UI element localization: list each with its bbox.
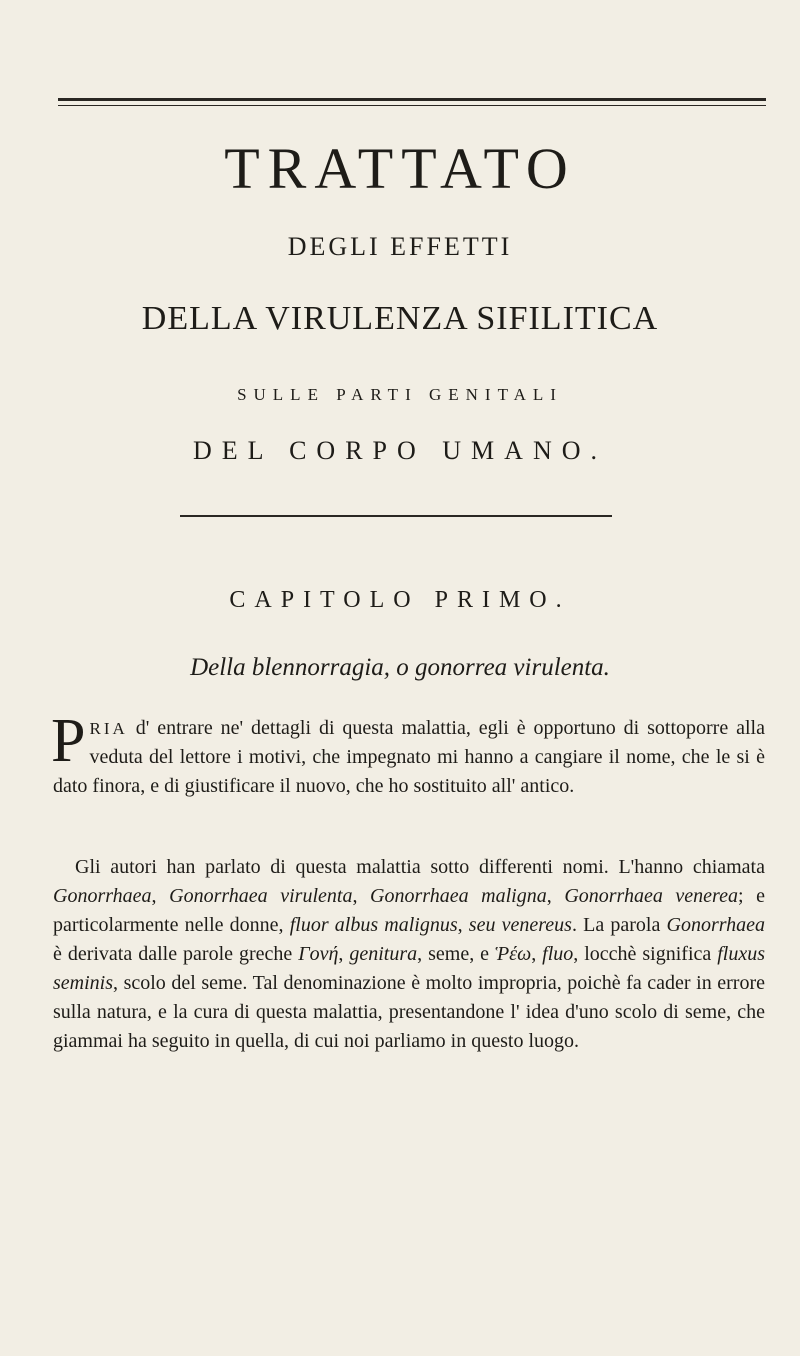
p2-latin-term: fluxus seminis <box>53 943 765 994</box>
p2-latin-term: seu venereus <box>468 914 572 936</box>
p2-text: , <box>352 885 371 907</box>
page-title: TRATTATO <box>224 136 576 201</box>
p2-text: , <box>338 943 350 965</box>
p2-greek-term: Γονή <box>298 943 339 965</box>
p2-text: , <box>151 885 170 907</box>
p2-greek-term: Ῥέω <box>495 943 532 965</box>
title-line-2: DELLA VIRULENZA SIFILITICA <box>141 300 659 337</box>
paragraph-2 <box>53 853 765 1056</box>
p2-latin-term: Gonorrhaea virulenta <box>169 885 353 907</box>
drop-cap: P <box>51 707 86 775</box>
p2-latin-term: genitura <box>349 943 418 965</box>
p2-latin-term: fluor albus malignus <box>289 914 458 936</box>
p2-text: , seme, e <box>417 943 496 965</box>
paragraph-1-text: d' entrare ne' dettagli di questa malattia, egli è opportuno di sottoporre alla veduta del lettore i motivi, che impegnato mi hanno a cangiare il nome, che le si è dato finora, e di giustificare il nuovo, che ho sostituito all' antico. <box>53 717 765 797</box>
title-line-4: DEL CORPO UMANO. <box>193 436 607 465</box>
p2-text: Gli autori han parlato di questa malattia sotto differenti nomi. L'hanno chiamata <box>75 856 765 878</box>
p2-text: è derivata dalle parole greche <box>53 943 299 965</box>
p2-text: , scolo del seme. Tal denominazione è molto impropria, poichè fa cader in errore sulla natura, e la cura di questa malattia, presentandone l' idea d'uno scolo di seme, che giammai ha seguito in quella, di cui noi parliamo in questo luogo. <box>53 972 765 1052</box>
title-line-3: SULLE PARTI GENITALI <box>237 385 563 404</box>
p2-text: . La parola <box>571 914 667 936</box>
p2-latin-term: Gonorrhaea venerea <box>564 885 738 907</box>
section-divider <box>180 515 612 517</box>
p2-text: , <box>457 914 469 936</box>
p2-text: ; e particolarmente nelle donne, <box>53 885 766 936</box>
p2-latin-term: Gonorrhaea <box>666 914 766 936</box>
top-double-rule <box>58 98 766 106</box>
p2-latin-term: Gonorrhaea <box>53 885 152 907</box>
chapter-subtitle: Della blennorragia, o gonorrea virulenta. <box>190 654 610 681</box>
lead-word: RIA <box>89 719 128 738</box>
title-line-1: DEGLI EFFETTI <box>287 232 513 261</box>
p2-text: , locchè significa <box>573 943 718 965</box>
paragraph-1 <box>51 707 765 801</box>
p2-latin-term: Gonorrhaea maligna <box>370 885 547 907</box>
p2-text: , <box>531 943 543 965</box>
p2-text: , <box>546 885 565 907</box>
p2-latin-term: fluo <box>542 943 574 965</box>
chapter-heading: CAPITOLO PRIMO. <box>229 587 571 613</box>
